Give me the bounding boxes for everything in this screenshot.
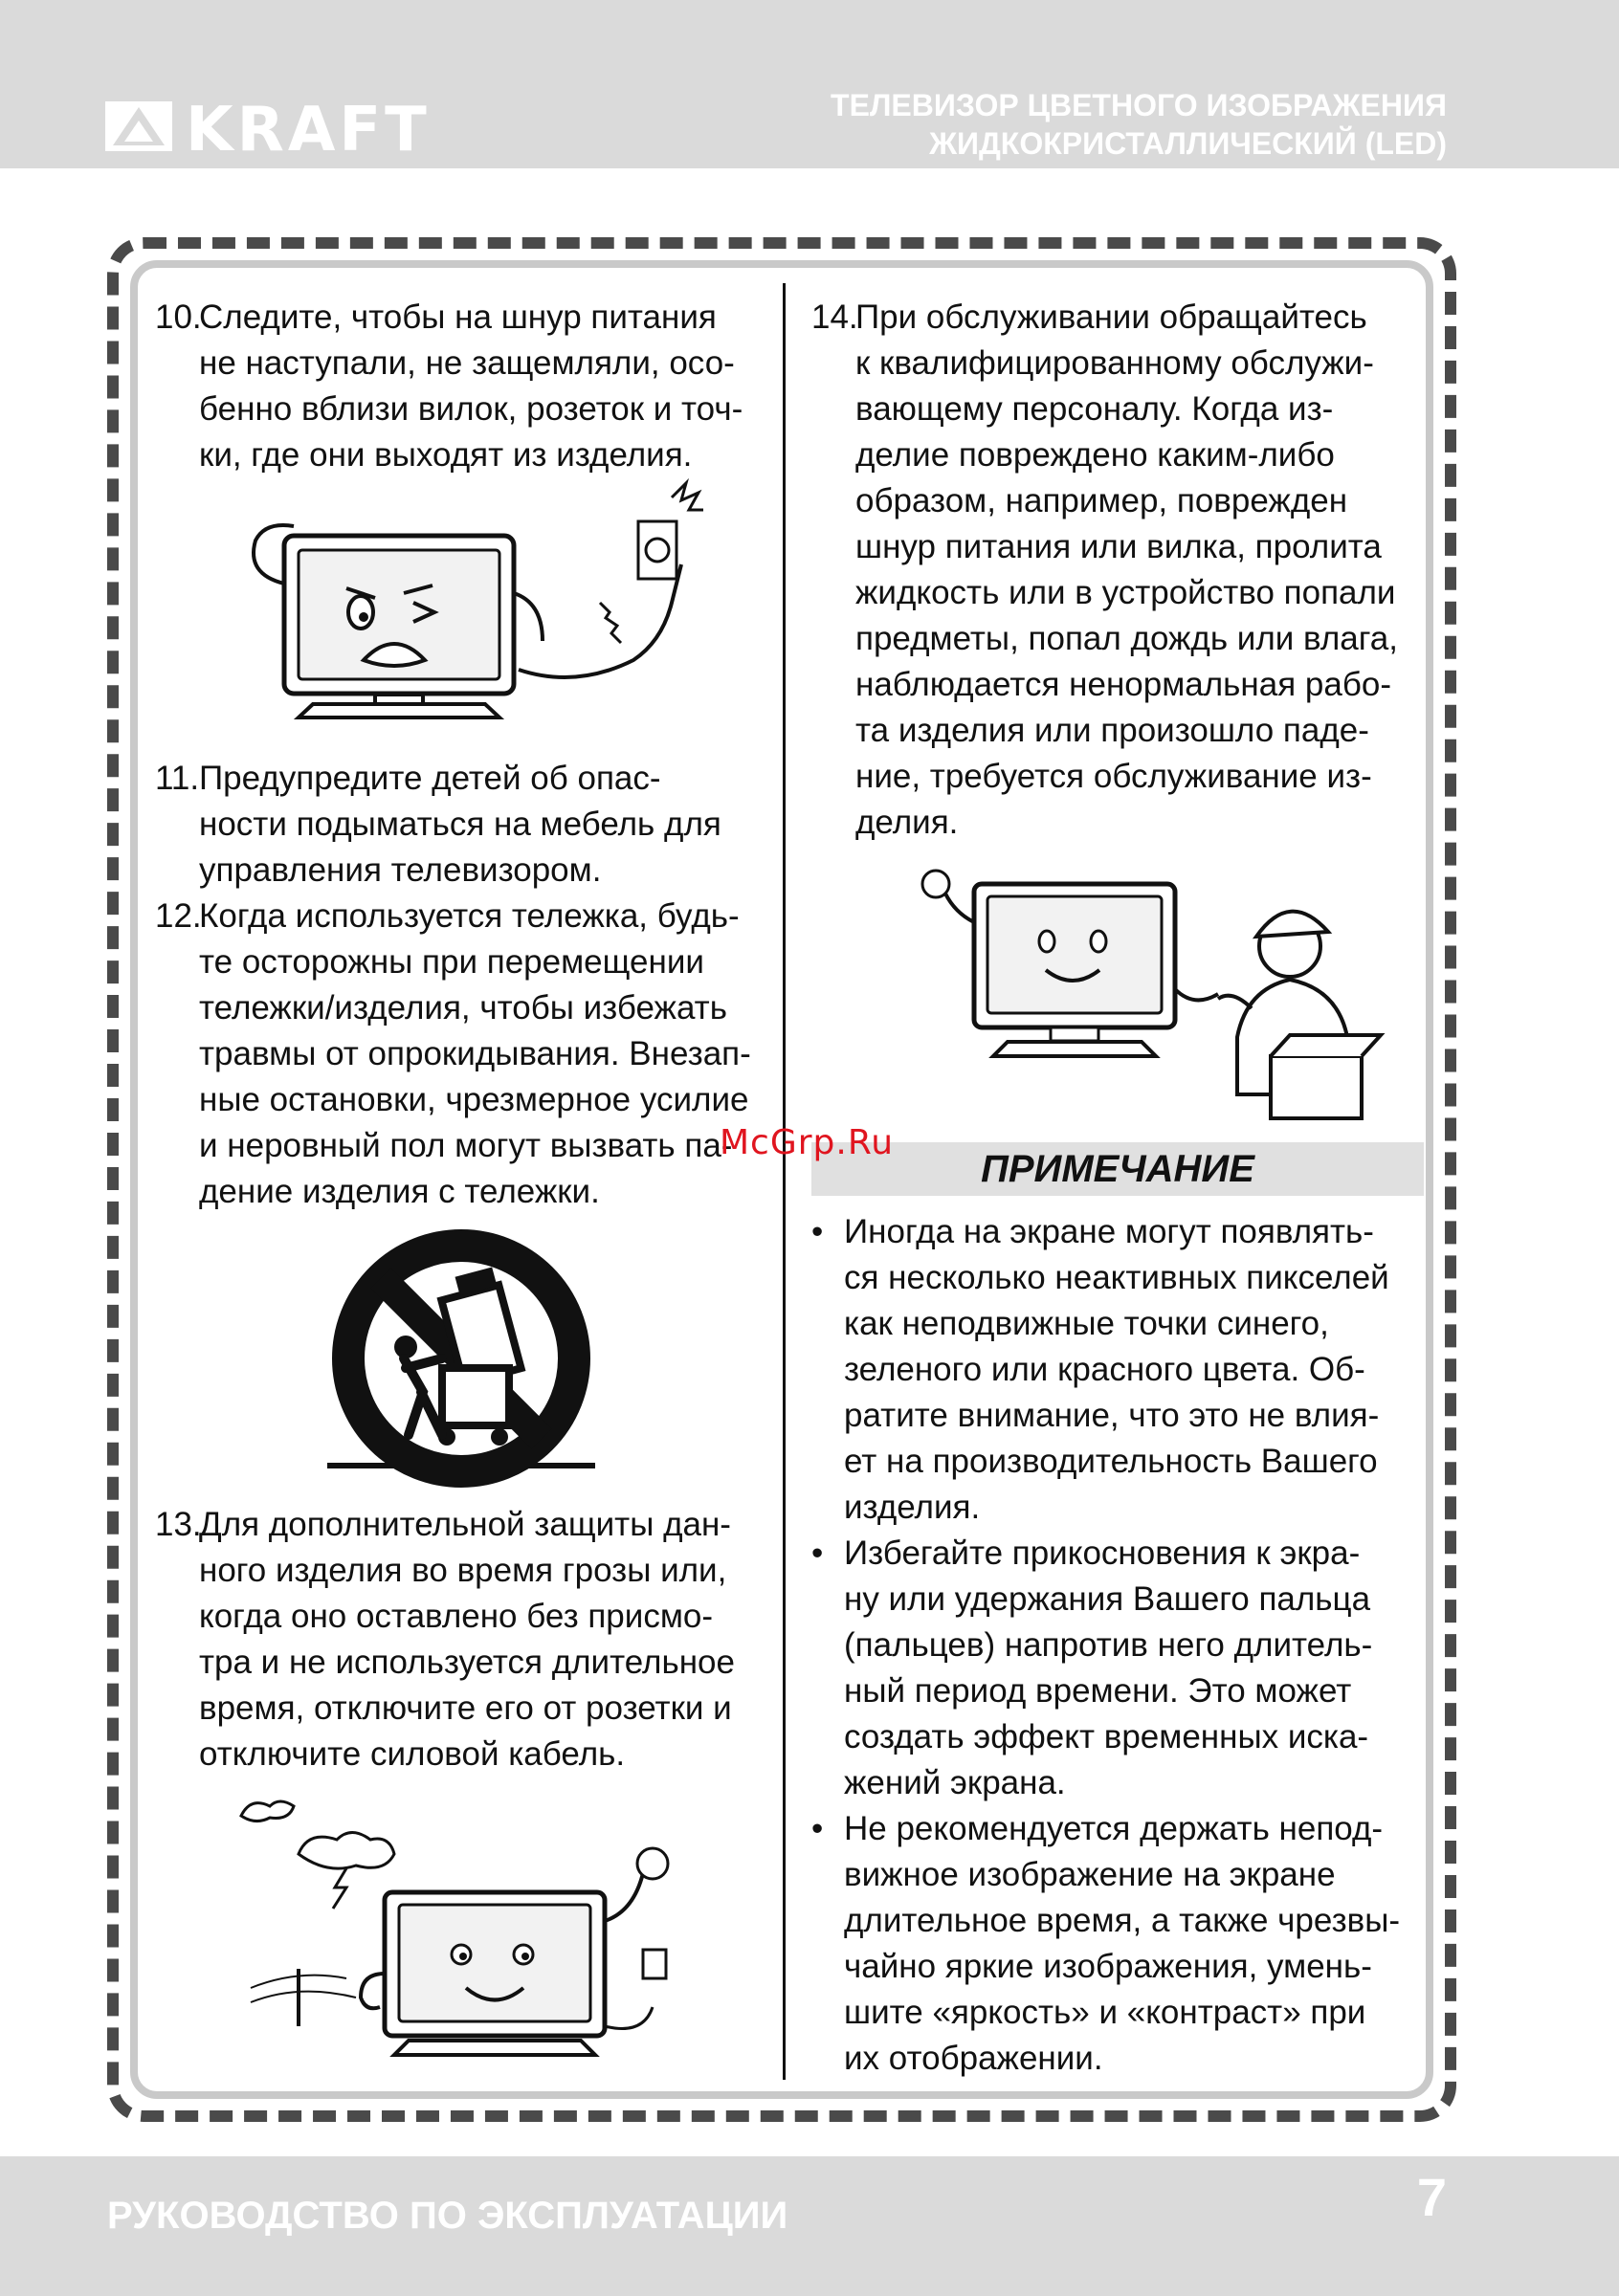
bullet-icon: • xyxy=(811,1213,824,1250)
note-bullet-item xyxy=(811,1531,1424,1806)
text-line: ние, требуется обслуживание из- xyxy=(855,758,1372,795)
text-line: не наступали, не защемляли, осо- xyxy=(199,344,735,382)
text-line: Избегайте прикосновения к экра- xyxy=(844,1534,1361,1572)
note-bullet-item xyxy=(811,1209,1424,1531)
note-bullet-list xyxy=(811,1209,1424,2082)
instruction-number: 12. xyxy=(155,897,202,935)
instruction-text xyxy=(199,1502,767,1777)
instruction-12 xyxy=(155,894,767,1215)
text-line: отключите силовой кабель. xyxy=(199,1735,626,1773)
text-line: ного изделия во время грозы или, xyxy=(199,1552,727,1589)
text-line: Когда используется тележка, будь- xyxy=(199,897,740,935)
title-line-1: ТЕЛЕВИЗОР ЦВЕТНОГО ИЗОБРАЖЕНИЯ xyxy=(831,88,1447,122)
note-heading: ПРИМЕЧАНИЕ xyxy=(811,1142,1424,1196)
text-line: зеленого или красного цвета. Об- xyxy=(844,1351,1365,1388)
text-line: предметы, попал дождь или влага, xyxy=(855,620,1398,657)
text-line: вающему персоналу. Когда из- xyxy=(855,390,1334,428)
instruction-text xyxy=(199,295,767,478)
text-line: ну или удержания Вашего пальца xyxy=(844,1580,1371,1618)
left-column xyxy=(155,295,767,2064)
text-line: когда оно оставлено без присмо- xyxy=(199,1598,713,1635)
text-line: и неровный пол могут вызвать па- xyxy=(199,1127,733,1164)
instruction-14 xyxy=(811,295,1424,846)
logo-text: KRAFT xyxy=(186,95,431,166)
text-line: Для дополнительной защиты дан- xyxy=(199,1506,731,1543)
text-line: изделия. xyxy=(844,1489,981,1526)
text-line: При обслуживании обращайтесь xyxy=(855,298,1367,336)
text-line: дение изделия с тележки. xyxy=(199,1173,600,1210)
text-line: ся несколько неактивных пикселей xyxy=(844,1259,1389,1296)
text-line: та изделия или произошло паде- xyxy=(855,712,1369,749)
title-line-2: ЖИДКОКРИСТАЛЛИЧЕСКИЙ (LED) xyxy=(929,126,1447,161)
text-line: травмы от опрокидывания. Внезап- xyxy=(199,1035,751,1072)
service-technician-illustration xyxy=(811,846,1424,1133)
text-line: ные остановки, чрезмерное усилие xyxy=(199,1081,749,1118)
text-line: как неподвижные точки синего, xyxy=(844,1305,1329,1342)
instruction-text xyxy=(855,295,1424,846)
instruction-number: 14. xyxy=(811,298,858,336)
instruction-text xyxy=(199,756,767,894)
text-line: бенно вблизи вилок, розеток и точ- xyxy=(199,390,743,428)
triangle-logo-icon xyxy=(105,101,172,151)
text-line: те осторожны при перемещении xyxy=(199,943,704,981)
bullet-icon: • xyxy=(811,1810,824,1847)
footer-title: РУКОВОДСТВО ПО ЭКСПЛУАТАЦИИ xyxy=(107,2195,788,2237)
watermark: McGrp.Ru xyxy=(720,1123,895,1162)
text-line: тра и не используется длительное xyxy=(199,1644,735,1681)
instruction-13 xyxy=(155,1502,767,1777)
text-line: вижное изображение на экране xyxy=(844,1856,1336,1893)
text-line: создать эффект временных иска- xyxy=(844,1718,1369,1755)
text-line: ет на производительность Вашего xyxy=(844,1443,1378,1480)
instruction-11 xyxy=(155,756,767,894)
bullet-icon: • xyxy=(811,1534,824,1572)
text-line: делия. xyxy=(855,804,959,841)
text-line: длительное время, а также чрезвы- xyxy=(844,1902,1401,1939)
text-line: Не рекомендуется держать непод- xyxy=(844,1810,1384,1847)
thunderstorm-unplug-illustration xyxy=(155,1777,767,2064)
note-bullet-item xyxy=(811,1806,1424,2082)
power-cord-illustration xyxy=(155,478,767,756)
no-cart-warning-icon xyxy=(155,1215,767,1502)
text-line: ки, где они выходят из изделия. xyxy=(199,436,693,474)
page-number: 7 xyxy=(1416,2167,1447,2227)
text-line: их отображении. xyxy=(844,2040,1103,2077)
text-line: шите «яркость» и «контраст» при xyxy=(844,1994,1366,2031)
column-divider xyxy=(783,283,786,2080)
page-footer xyxy=(0,2156,1619,2296)
text-line: Предупредите детей об опас- xyxy=(199,760,661,797)
text-line: образом, например, поврежден xyxy=(855,482,1348,519)
kraft-logo xyxy=(105,95,488,166)
text-line: Иногда на экране могут появлять- xyxy=(844,1213,1374,1250)
text-line: (пальцев) напротив него длитель- xyxy=(844,1626,1373,1664)
text-line: ности подыматься на мебель для xyxy=(199,806,721,843)
text-line: управления телевизором. xyxy=(199,851,602,889)
text-line: наблюдается ненормальная рабо- xyxy=(855,666,1391,703)
text-line: шнур питания или вилка, пролита xyxy=(855,528,1382,565)
text-line: тележки/изделия, чтобы избежать xyxy=(199,989,727,1027)
text-line: Следите, чтобы на шнур питания xyxy=(199,298,717,336)
text-line: к квалифицированному обслужи- xyxy=(855,344,1374,382)
text-line: время, отключите его от розетки и xyxy=(199,1689,732,1727)
instruction-number: 13. xyxy=(155,1506,202,1543)
document-title xyxy=(586,86,1447,163)
instruction-number: 10. xyxy=(155,298,202,336)
right-column xyxy=(811,295,1424,2082)
text-line: ный период времени. Это может xyxy=(844,1672,1352,1710)
page-header xyxy=(0,0,1619,168)
text-line: чайно яркие изображения, умень- xyxy=(844,1948,1372,1985)
instruction-number: 11. xyxy=(155,760,200,797)
text-line: жидкость или в устройство попали xyxy=(855,574,1396,611)
instruction-10 xyxy=(155,295,767,478)
text-line: жений экрана. xyxy=(844,1764,1066,1801)
text-line: ратите внимание, что это не влия- xyxy=(844,1397,1380,1434)
text-line: делие повреждено каким-либо xyxy=(855,436,1335,474)
instruction-text xyxy=(199,894,767,1215)
